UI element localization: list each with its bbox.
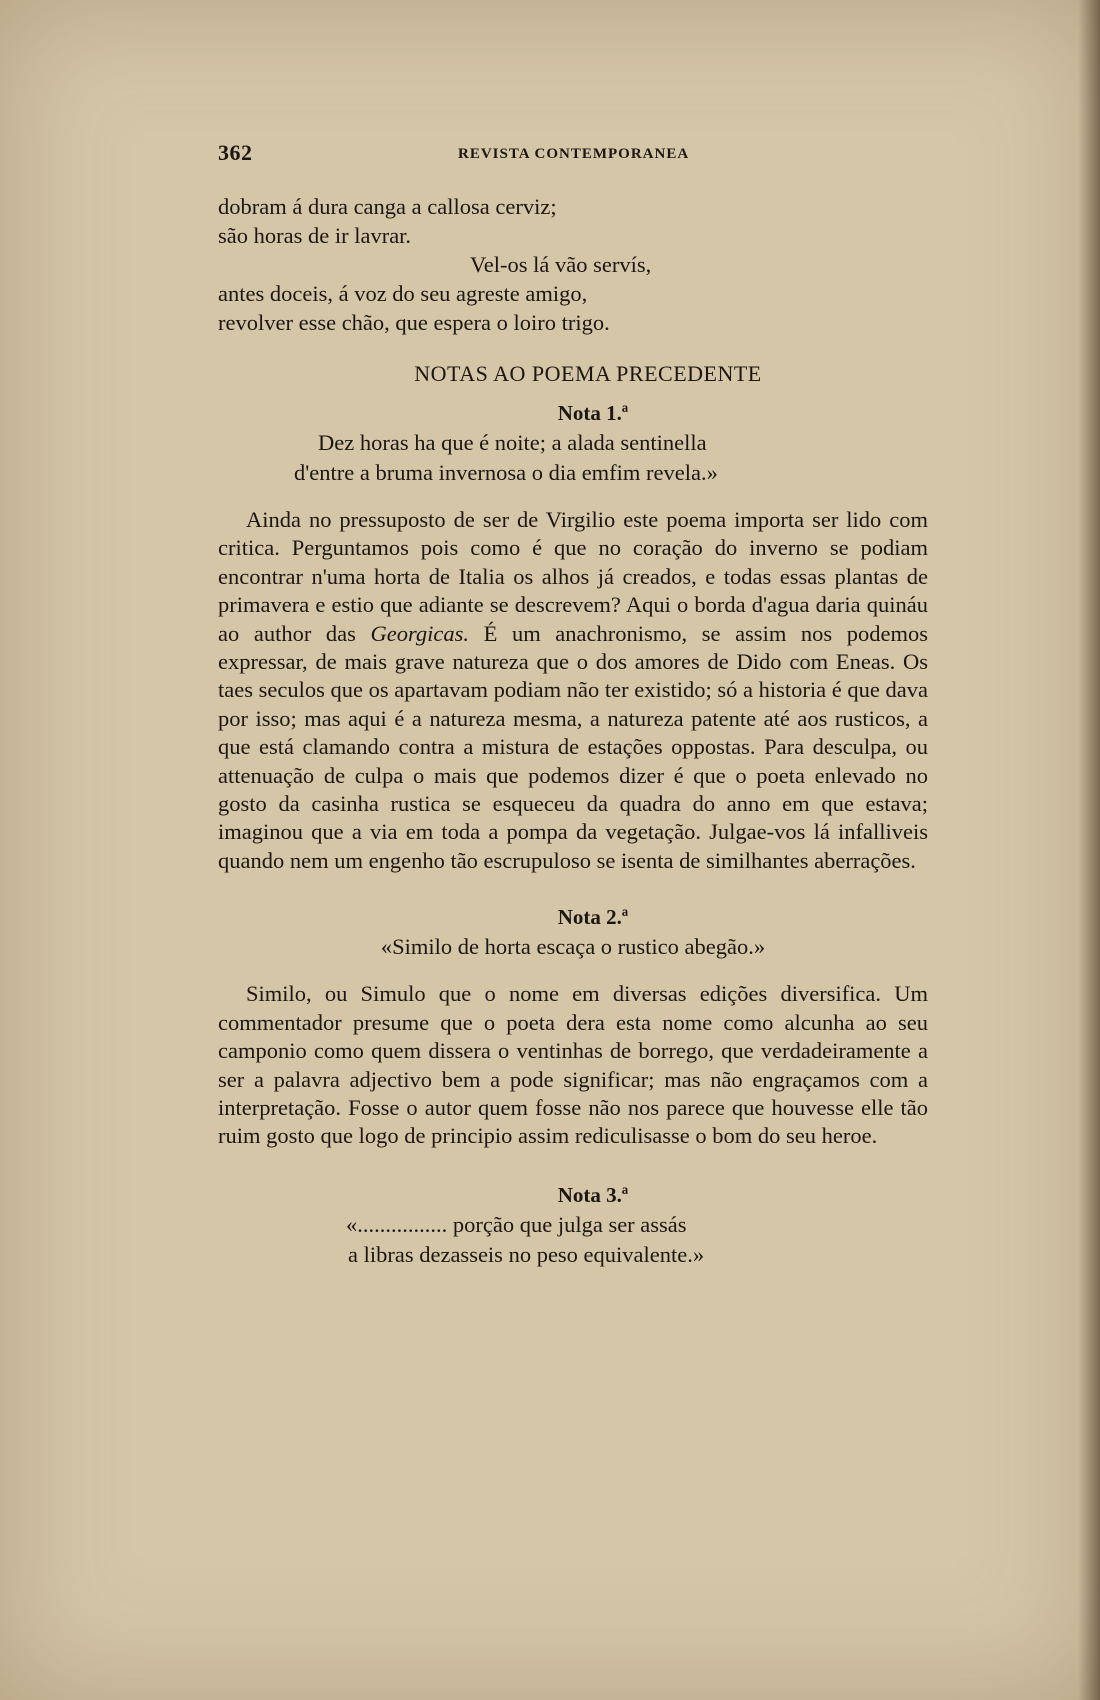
verse-line: antes doceis, á voz do seu agreste amigo, [218,281,588,306]
verse-line: Vel-os lá vão servís, [470,252,652,277]
verse-block [218,192,928,337]
verse-line: revolver esse chão, que espera o loiro trigo. [218,310,610,335]
verse-line: são horas de ir lavrar. [218,223,412,248]
note-quote-line: a libras dezasseis no peso equivalente.» [348,1241,705,1267]
note-quote-line: Dez horas ha que é noite; a alada sentinella [318,430,707,455]
note-paragraph [218,506,928,875]
note-paragraph: Similo, ou Simulo que o nome em diversas edições diversifica. Um commentador presume que o poeta dera esta nome como alcunha ao seu camponio como quem dissera o ventinhas de borrego, que verdadeiramente a ser a palavra adjectivo bem a pode significar; mas não engraçamos com a interpretação. Fosse o autor quem fosse não nos parece que houvesse elle tão ruim gosto que logo de principio assim rediculisasse o bom do seu heroe. [218,981,928,1149]
page-edge-shadow [1078,0,1100,1700]
book-title-italic: Georgicas. [370,620,470,646]
page-content [218,140,928,1270]
notes-heading: NOTAS AO POEMA PRECEDENTE [414,361,762,386]
journal-title: REVISTA CONTEMPORANEA [458,146,690,162]
paragraph-text: Ainda no pressuposto de ser de Virgilio este poema importa ser lido com critica. Perguntamos pois como é que no coração do inverno se podiam encontrar n'uma horta de Italia os alhos já creados, e todas essas plantas de primavera e estio que adiante se descrevem? Aqui o borda d'agua daria quináu ao author das [218,507,928,646]
note-label: Nota 3.ª [557,1182,629,1207]
note-label: Nota 1.ª [557,401,629,425]
note-3 [218,1183,928,1270]
note-quote-line: «Similo de horta escaça o rustico abegão.» [380,934,766,960]
running-head [218,140,928,170]
paragraph-text: É um anachronismo, se assim nos podemos expressar, de mais grave natureza que o dos amores de Dido com Eneas. Os taes seculos que os apartavam podiam não ter existido; só a historia é que dava por isso; mas aqui é a natureza mesma, a natureza patente até aos rusticos, a que está clamando contra a mistura de estações oppostas. Para desculpa, ou attenuação de culpa o mais que podemos dizer é que o poeta enlevado no gosto da casinha rustica se esqueceu da quadra do anno em que estava; imaginou que a via em toda a pompa da vegetação. Julgae-vos lá infalliveis quando nem um engenho tão escrupuloso se isenta de similhantes aberrações. [218,620,929,873]
note-2 [218,905,928,1150]
note-1 [218,401,928,875]
note-label: Nota 2.ª [557,905,629,930]
note-quote-line: d'entre a bruma invernosa o dia emfim revela.» [294,460,718,485]
verse-line: dobram á dura canga a callosa cerviz; [218,194,557,219]
note-quote-line: «................ porção que julga ser assás [346,1211,687,1237]
page-number: 362 [218,140,253,165]
